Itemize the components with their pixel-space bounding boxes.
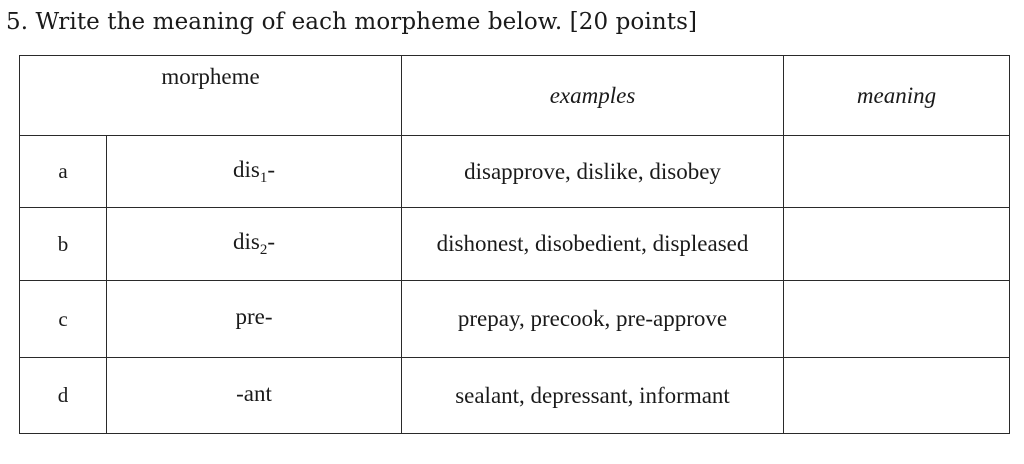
table-row [20, 358, 1010, 434]
examples-cell: disapprove, dislike, disobey [402, 136, 784, 208]
morpheme-suffix: - [267, 229, 276, 254]
morpheme-cell [107, 358, 402, 434]
examples-cell: prepay, precook, pre-approve [402, 281, 784, 358]
morpheme-subscript: 2 [259, 242, 268, 258]
morpheme-subscript: 1 [259, 169, 268, 186]
meaning-cell [784, 281, 1010, 358]
examples-cell: dishonest, disobedient, displeased [402, 208, 784, 281]
morpheme-suffix: - [267, 156, 276, 182]
meaning-cell [784, 358, 1010, 434]
morpheme-cell [107, 208, 402, 281]
header-examples: examples [402, 56, 784, 136]
morpheme-base: dis [233, 156, 260, 182]
row-letter: d [20, 358, 107, 434]
morpheme-base: -ant [236, 380, 272, 406]
row-letter: a [20, 136, 107, 208]
question-title: 5. Write the meaning of each morpheme below. [20 points] [6, 9, 698, 35]
meaning-cell [784, 208, 1010, 281]
row-letter: c [20, 281, 107, 358]
header-row [20, 56, 1010, 136]
morpheme-cell [107, 136, 402, 208]
header-morpheme: morpheme [20, 56, 402, 136]
morpheme-base: pre- [235, 304, 273, 329]
table-row [20, 136, 1010, 208]
meaning-cell [784, 136, 1010, 208]
table-row [20, 208, 1010, 281]
morpheme-cell [107, 281, 402, 358]
morpheme-base: dis [233, 229, 260, 254]
examples-cell: sealant, depressant, informant [402, 358, 784, 434]
table-row [20, 281, 1010, 358]
header-meaning: meaning [784, 56, 1010, 136]
morpheme-table [19, 55, 1010, 434]
row-letter: b [20, 208, 107, 281]
